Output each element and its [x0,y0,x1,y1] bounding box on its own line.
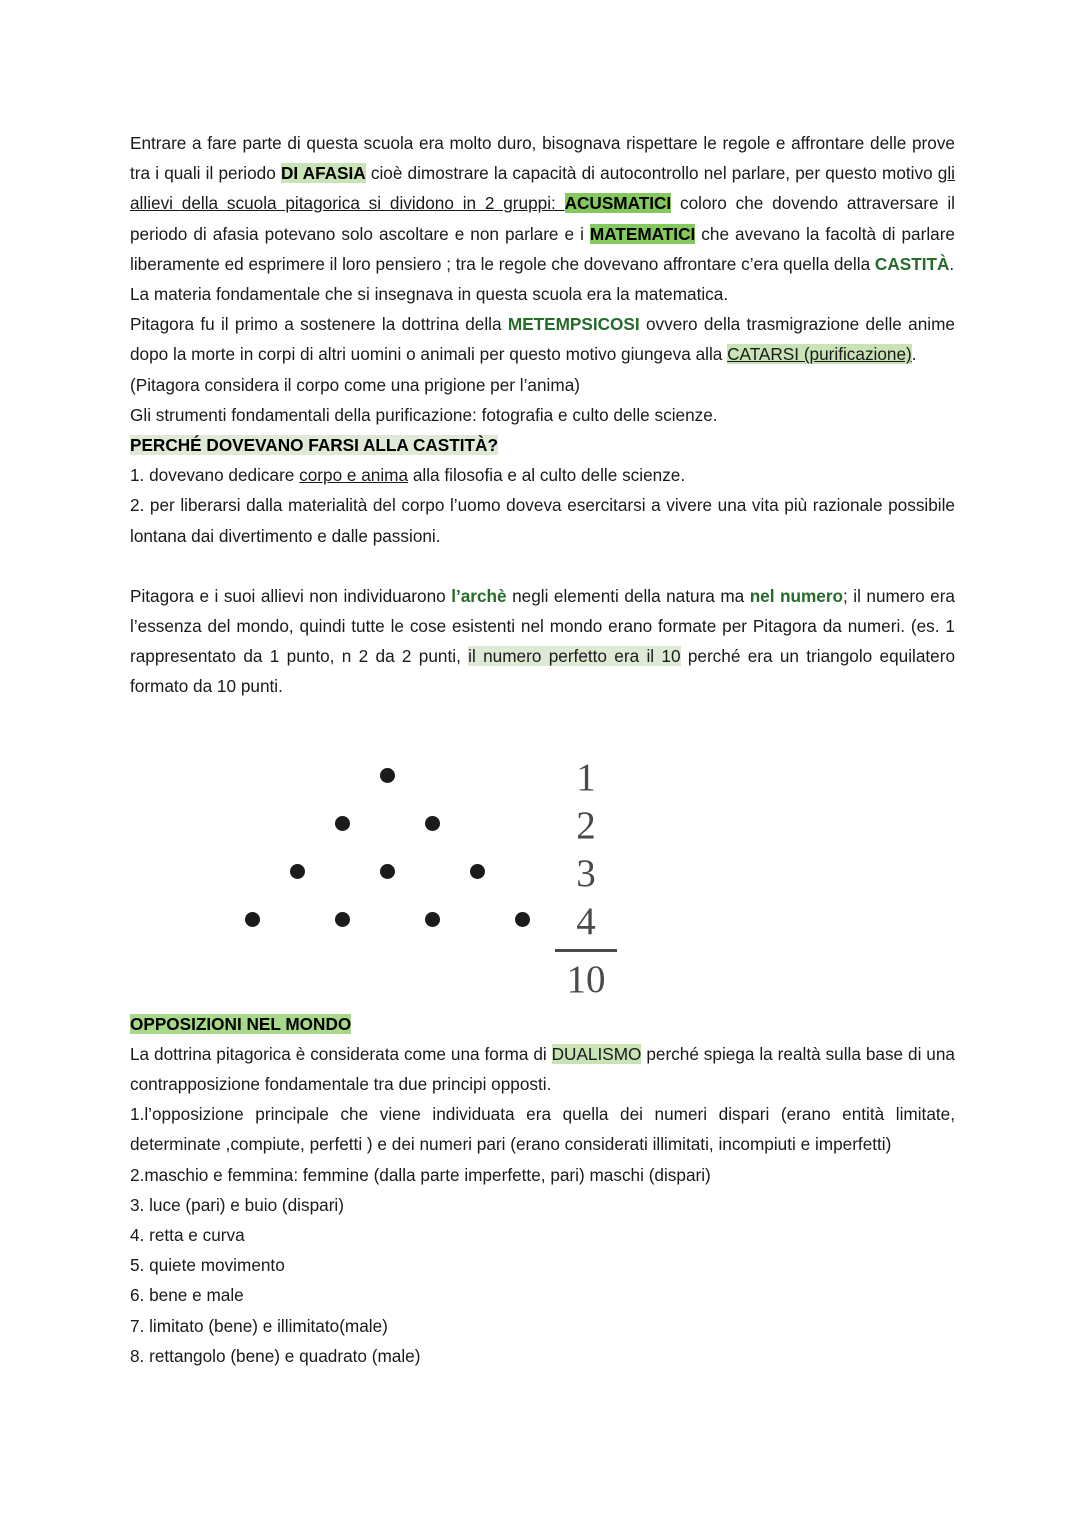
paragraph-spacer [130,551,955,581]
underline-corpo-e-anima: corpo e anima [299,465,409,486]
para1-segment-4: coloro che dovendo attraversare il periodo di afasia potevano solo ascoltare e non parlare e i [130,193,956,244]
green-text-nel-numero: nel numero [749,585,844,606]
tetractys-dot [290,864,305,879]
para1-segment-1: Entrare a fare parte di questa scuola era molto duro, bisognava rispettare le regole e affrontare delle prove tra i quali il periodo [130,133,955,184]
green-text-arche: l’archè [451,585,507,606]
castita-1-prefix: 1. dovevano dedicare [130,465,300,486]
list-item-opposizione: 4. retta e curva [130,1225,245,1246]
paragraph-materia-fondamentale: La materia fondamentale che si insegnava in questa scuola era la matematica. [130,284,729,305]
para3-segment-2: ovvero della trasmigrazione delle anime dopo la morte in corpi di altri uomini o animali per questo motivo giungeva alla [130,314,955,365]
para7-segment-2: perché spiega la realtà sulla base di una contrapposizione fondamentale tra due principi opposti. [130,1043,955,1095]
tetractys-dot [335,912,350,927]
highlight-catarsi: CATARSI (purificazione) [727,344,912,365]
heading-perche-castita: PERCHÉ DOVEVANO FARSI ALLA CASTITÀ? [130,435,498,456]
highlight-matematici: MATEMATICI [589,223,696,244]
para1-segment-6: . [949,253,955,274]
tetractys-dot [245,912,260,927]
tetractys-row-label-1: 1 [576,755,596,799]
para6-segment-1: Pitagora e i suoi allievi non individuarono [130,585,452,606]
para6-segment-3: ; il numero era l’essenza del mondo, quindi tutte le cose esistenti nel mondo erano formate per Pitagora da numeri. (es. 1 rappresentato da 1 punto, n 2 da 2 punti, [130,585,955,667]
para1-segment-3: : [551,193,565,214]
heading-opposizioni-line [130,1009,955,1039]
paragraph-metempsicosi [130,309,955,369]
para7-segment-1: La dottrina pitagorica è considerata come una forma di [130,1043,552,1064]
tetractys-dot [425,912,440,927]
para6-segment-4: perché era un triangolo equilatero formato da 10 punti. [130,646,956,697]
list-item-opposizione: 3. luce (pari) e buio (dispari) [130,1194,344,1215]
para6-segment-2: negli elementi della natura ma [506,585,750,606]
underline-allievi-divisione: gli allievi della scuola pitagorica si dividono in 2 gruppi [130,163,955,214]
para3-segment-3: . [911,344,917,365]
list-item-opposizione: 8. rettangolo (bene) e quadrato (male) [130,1345,421,1366]
tetractys-dot [380,864,395,879]
list-item-castita-2: 2. per liberarsi dalla materialità del corpo l’uomo doveva esercitarsi a vivere una vita più razionale possibile lontana dai divertimento e dalle passioni. [130,495,955,546]
paragraph-prigione-anima: (Pitagora considera il corpo come una prigione per l’anima) [130,374,580,395]
highlight-acusmatici: ACUSMATICI [564,193,672,214]
highlight-numero-perfetto: il numero perfetto era il 10 [468,646,681,667]
paragraph-strumenti-purificazione: Gli strumenti fondamentali della purificazione: fotografia e culto delle scienze. [130,404,718,425]
tetractys-row-label-4: 4 [576,899,596,943]
list-item-opposizione: 2.maschio e femmina: femmine (dalla parte imperfette, pari) maschi (dispari) [130,1164,711,1185]
heading-perche-castita-line [130,430,955,460]
list-item-opposizione: 1.l’opposizione principale che viene individuata era quella dei numeri dispari (erano entità limitate, determinate ,compiute, perfetti ) e dei numeri pari (erano considerati illimitati, incompiuti e imperfetti) [130,1104,955,1155]
tetractys-dot [470,864,485,879]
green-text-castita: CASTITÀ [874,253,950,274]
para1-segment-2: cioè dimostrare la capacità di autocontrollo nel parlare, per questo motivo [365,163,938,184]
tetractys-dot [425,816,440,831]
list-item-castita-1 [130,460,955,490]
tetractys-total-label: 10 [566,957,606,1001]
tetractys-figure [230,754,650,1009]
paragraph-dualismo [130,1039,955,1099]
list-item-opposizione: 6. bene e male [130,1285,244,1306]
tetractys-row-label-2: 2 [576,803,596,847]
paragraph-pythagorean-school [130,128,955,279]
list-item-opposizione: 7. limitato (bene) e illimitato(male) [130,1315,388,1336]
tetractys-dot [380,768,395,783]
list-item-opposizione: 5. quiete movimento [130,1255,285,1276]
document-body [130,128,955,1371]
green-text-metempsicosi: METEMPSICOSI [507,314,640,335]
tetractys-dot [335,816,350,831]
paragraph-arche-numero [130,581,955,702]
tetractys-numeral-column [540,754,632,1004]
heading-opposizioni-nel-mondo: OPPOSIZIONI NEL MONDO [130,1013,352,1034]
tetractys-dot [515,912,530,927]
para3-segment-1: Pitagora fu il primo a sostenere la dottrina della [130,314,508,335]
fraction-line [555,949,617,952]
highlight-dualismo: DUALISMO [551,1043,642,1064]
para1-segment-5: che avevano la facoltà di parlare liberamente ed esprimere il loro pensiero ; tra le regole che dovevano affrontare c’era quella della [130,223,955,274]
castita-1-suffix: alla filosofia e al culto delle scienze. [408,465,686,486]
highlight-di-afasia: DI AFASIA [280,163,366,184]
tetractys-row-label-3: 3 [576,851,596,895]
